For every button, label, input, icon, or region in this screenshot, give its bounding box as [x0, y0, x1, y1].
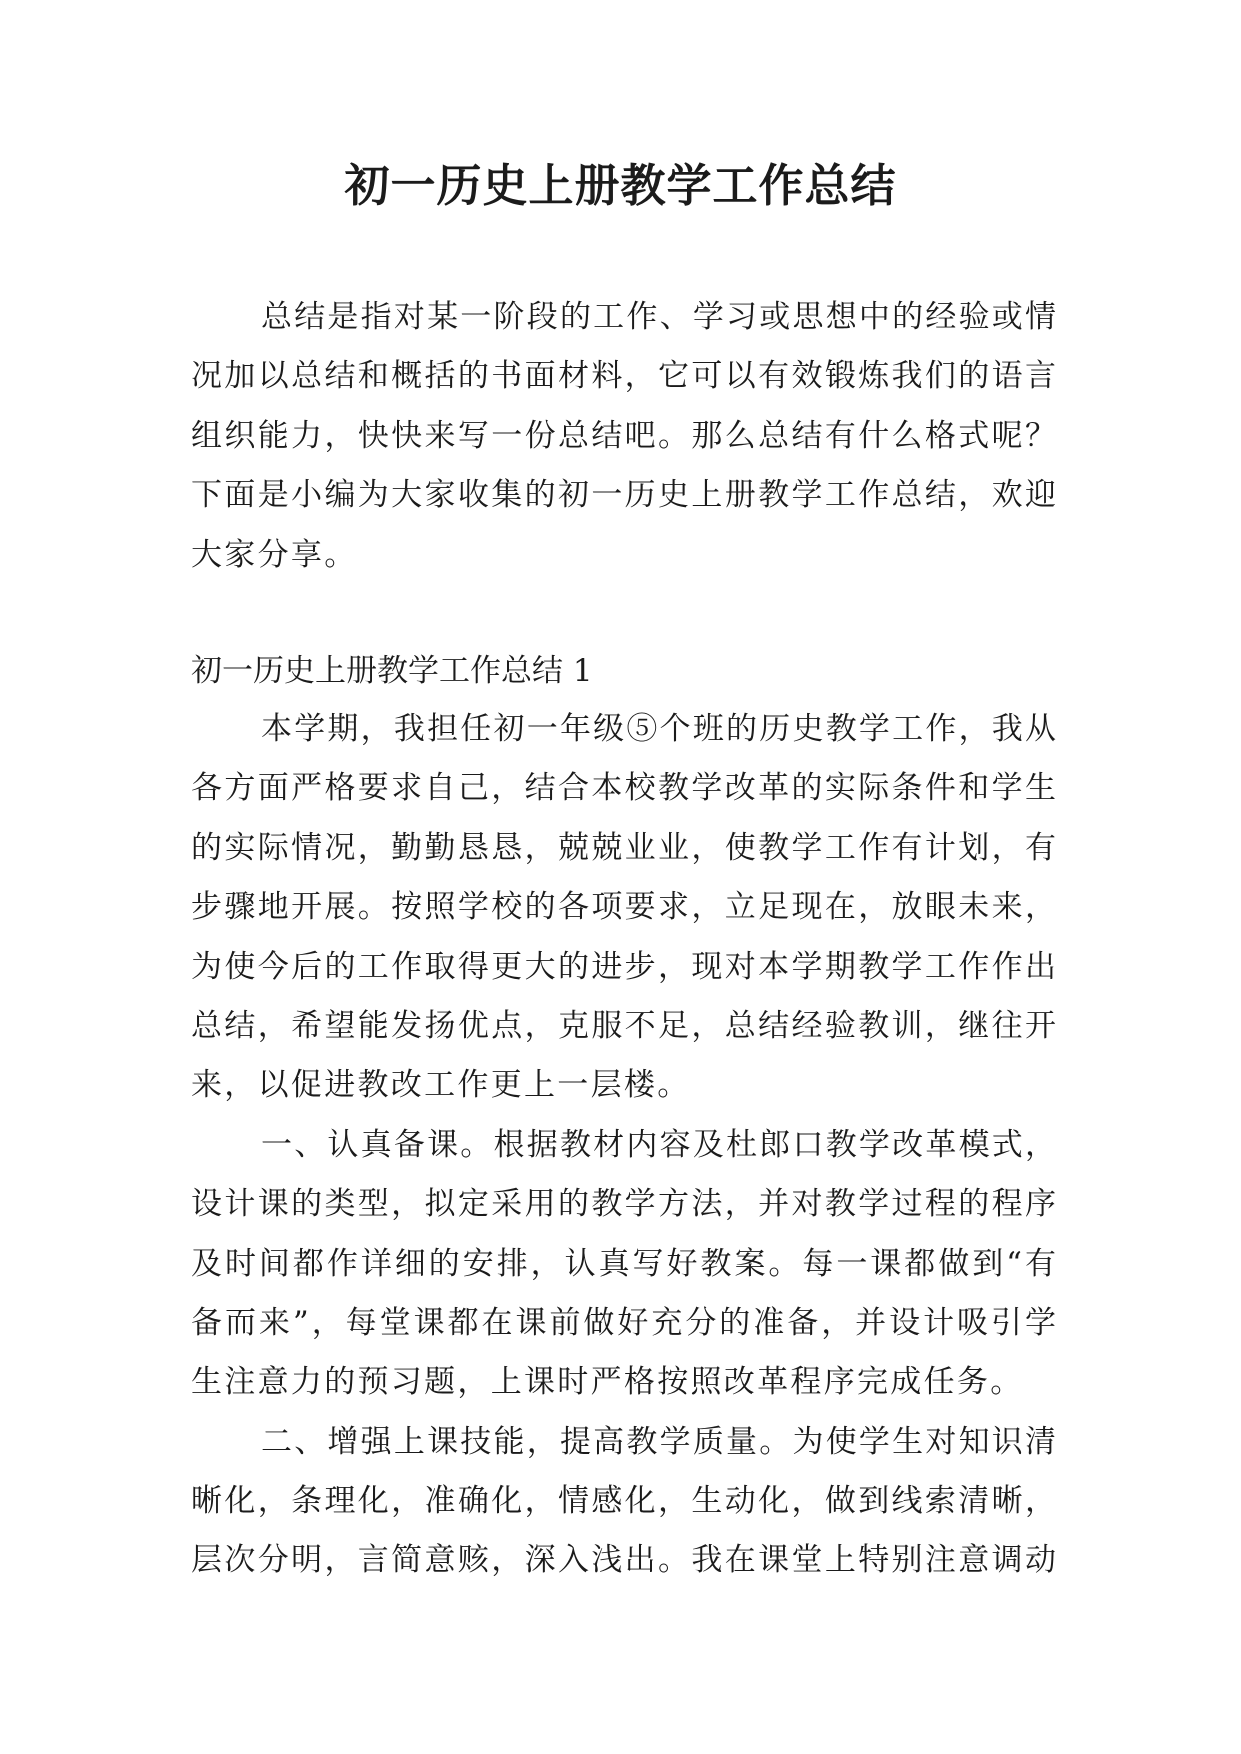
- body-paragraph: [191, 1116, 1056, 1413]
- text-line: 晰化，条理化，准确化，情感化，生动化，做到线索清晰，: [191, 1483, 1056, 1520]
- text-line: 来，以促进教改工作更上一层楼。: [191, 1067, 691, 1104]
- text-line: 况加以总结和概括的书面材料，它可以有效锻炼我们的语言: [191, 358, 1056, 395]
- section-heading-block: [191, 641, 1056, 701]
- body-paragraph: [191, 700, 1056, 1116]
- text-line: 各方面严格要求自己，结合本校教学改革的实际条件和学生: [191, 770, 1056, 807]
- text-line: 的实际情况，勤勤恳恳，兢兢业业，使教学工作有计划，有: [191, 829, 1056, 866]
- section-heading: 初一历史上册教学工作总结 1: [191, 653, 593, 689]
- text-line: 设计课的类型，拟定采用的教学方法，并对教学过程的程序: [191, 1186, 1056, 1223]
- intro-paragraph: [191, 288, 1056, 585]
- text-line: 为使今后的工作取得更大的进步，现对本学期教学工作作出: [191, 948, 1056, 985]
- text-line: 层次分明，言简意赅，深入浅出。我在课堂上特别注意调动: [191, 1542, 1056, 1579]
- text-line: 总结是指对某一阶段的工作、学习或思想中的经验或情: [261, 299, 1056, 335]
- body-paragraph: [191, 1413, 1056, 1591]
- text-line: 步骤地开展。按照学校的各项要求，立足现在，放眼未来，: [191, 889, 1056, 926]
- document-body: [191, 700, 1056, 1591]
- text-line: 本学期，我担任初一年级⑤个班的历史教学工作，我从: [261, 711, 1056, 747]
- text-line: 二、增强上课技能，提高教学质量。为使学生对知识清: [261, 1423, 1056, 1460]
- text-line: 组织能力，快快来写一份总结吧。那么总结有什么格式呢？: [191, 417, 1056, 454]
- text-line: 下面是小编为大家收集的初一历史上册教学工作总结，欢迎: [191, 477, 1056, 514]
- text-line: 一、认真备课。根据教材内容及杜郎口教学改革模式，: [261, 1126, 1056, 1163]
- text-line: 总结，希望能发扬优点，克服不足，总结经验教训，继往开: [191, 1007, 1056, 1044]
- text-line: 大家分享。: [191, 536, 358, 573]
- text-line: 生注意力的预习题，上课时严格按照改革程序完成任务。: [191, 1364, 1024, 1401]
- text-line: 备而来”，每堂课都在课前做好充分的准备，并设计吸引学: [191, 1304, 1056, 1341]
- document-title: 初一历史上册教学工作总结: [344, 159, 897, 212]
- text-line: 及时间都作详细的安排，认真写好教案。每一课都做到“有: [191, 1245, 1056, 1282]
